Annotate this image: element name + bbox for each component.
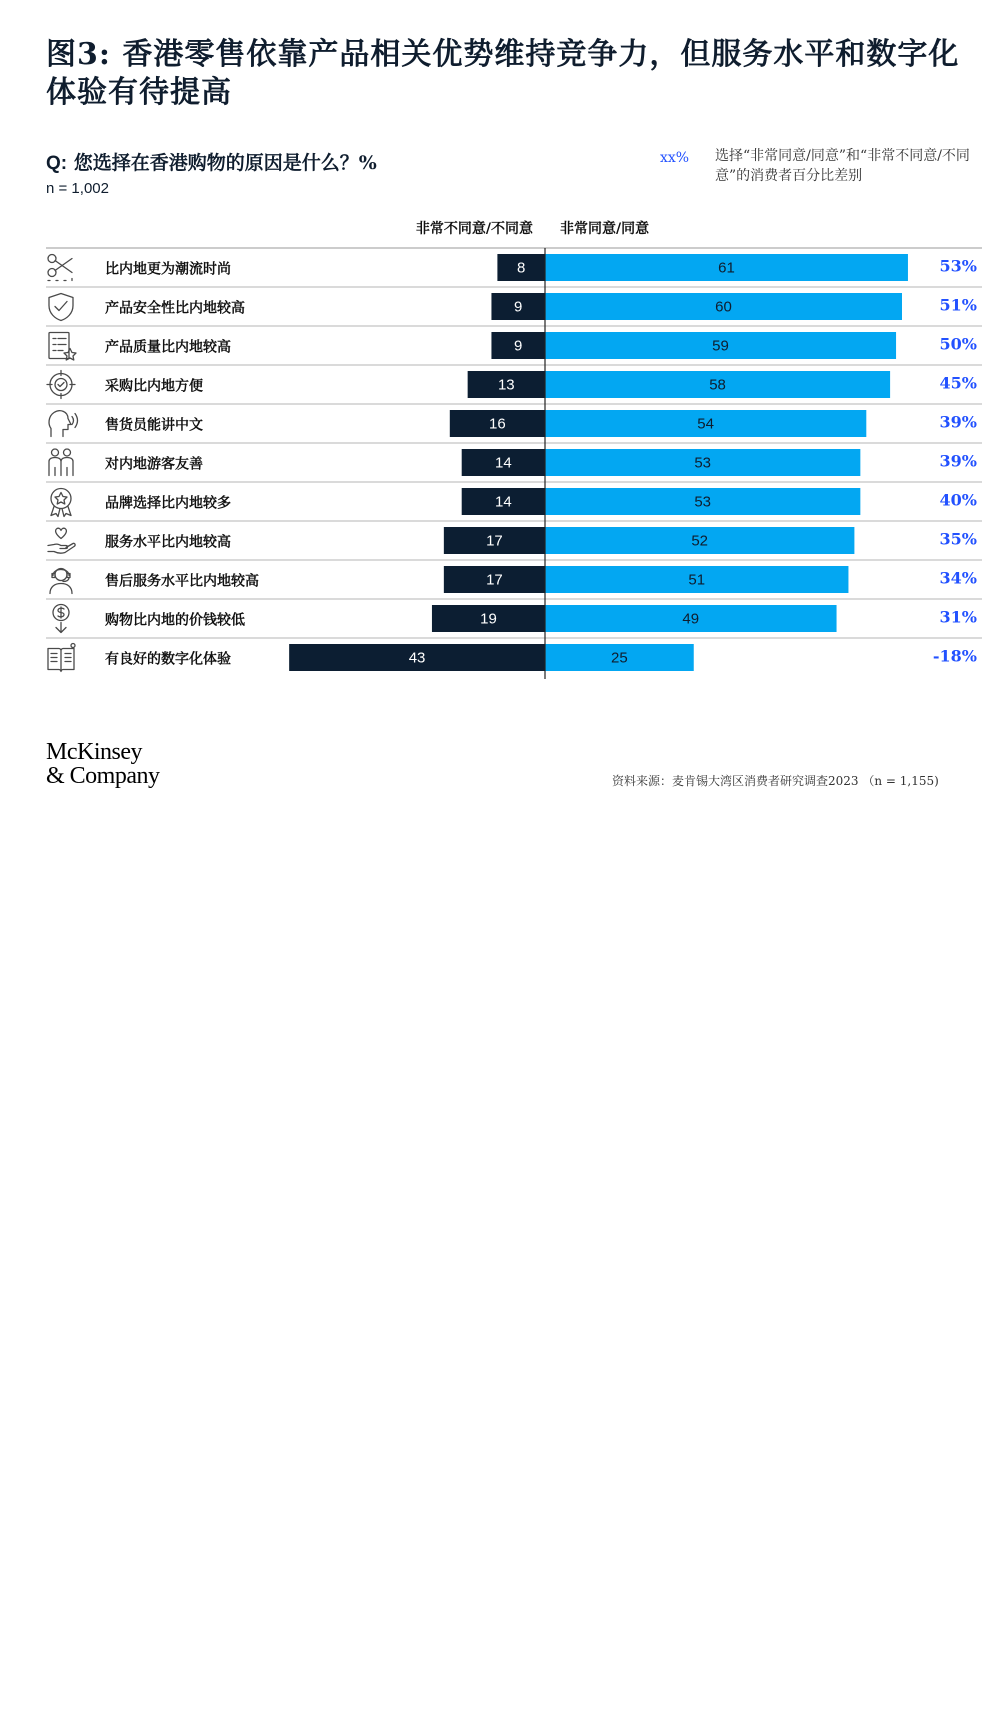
question-prefix: Q: — [46, 153, 68, 174]
question-text: 您选择在香港购物的原因是什么？% — [73, 152, 377, 174]
value-label-disagree: 17 — [486, 532, 503, 550]
source-note: 资料来源：麦肯锡大湾区消费者研究调查2023 （n = 1,155) — [612, 774, 939, 788]
logo-line-1: McKinsey — [46, 739, 142, 765]
value-label-agree: 52 — [691, 532, 709, 550]
difference-label: 50% — [939, 334, 977, 354]
value-label-disagree: 14 — [495, 454, 512, 472]
value-label-disagree: 19 — [480, 610, 497, 628]
value-label-agree: 53 — [694, 493, 712, 511]
value-label-agree: 25 — [611, 649, 628, 667]
figure-title: 图3: 香港零售依靠产品相关优势维持竞争力，但服务水平和数字化体验有待提高 — [46, 37, 960, 110]
value-label-disagree: 8 — [517, 259, 526, 277]
shield-check-icon — [49, 294, 73, 321]
difference-label: 40% — [939, 490, 977, 510]
digital-book-icon — [48, 644, 75, 672]
legend-text: 选择“非常同意/同意”和“非常不同意/不同意”的消费者百分比差别 — [715, 148, 970, 184]
difference-label: 45% — [939, 373, 977, 393]
difference-label: 34% — [939, 568, 977, 588]
value-label-disagree: 43 — [408, 649, 426, 667]
difference-label: 35% — [939, 529, 977, 549]
value-label-disagree: 9 — [514, 298, 523, 316]
header-agree: 非常同意/同意 — [560, 221, 650, 237]
sample-size: n = 1,002 — [46, 180, 109, 197]
chart-rows — [46, 254, 982, 672]
difference-label: 39% — [939, 451, 977, 471]
chart-row — [46, 605, 982, 639]
difference-label: -18% — [932, 646, 977, 666]
value-label-agree: 53 — [694, 454, 712, 472]
category-label: 购物比内地的价钱较低 — [105, 612, 245, 629]
mckinsey-logo — [46, 740, 160, 788]
category-label: 服务水平比内地较高 — [105, 534, 231, 551]
hand-heart-icon — [48, 528, 75, 553]
chart-row — [46, 527, 982, 560]
value-label-agree: 49 — [682, 610, 700, 628]
value-label-disagree: 14 — [495, 493, 512, 511]
difference-label: 39% — [939, 412, 977, 432]
header-disagree: 非常不同意/不同意 — [415, 221, 533, 237]
category-label: 产品安全性比内地较高 — [105, 300, 245, 317]
category-label: 有良好的数字化体验 — [105, 651, 231, 668]
chart-row — [46, 254, 982, 287]
chart-row — [46, 566, 982, 599]
logo-line-2: & Company — [46, 763, 160, 789]
category-label: 对内地游客友善 — [105, 456, 203, 473]
value-label-disagree: 9 — [514, 337, 523, 355]
category-label: 售货员能讲中文 — [105, 417, 203, 434]
diverging-bar-chart — [0, 210, 1000, 690]
difference-label: 51% — [939, 295, 977, 315]
value-label-agree: 51 — [688, 571, 706, 589]
scissors-icon — [48, 255, 72, 281]
chart-row — [48, 644, 977, 672]
dollar-down-icon — [53, 605, 69, 633]
category-label: 产品质量比内地较高 — [105, 339, 231, 356]
quality-checklist-icon — [49, 333, 76, 361]
value-label-disagree: 17 — [486, 571, 503, 589]
chart-row — [46, 410, 982, 443]
value-label-agree: 59 — [712, 337, 729, 355]
value-label-disagree: 13 — [497, 376, 515, 394]
people-icon — [49, 449, 73, 476]
chart-row — [46, 488, 982, 521]
award-badge-icon — [51, 489, 71, 517]
chart-row — [46, 332, 982, 365]
category-label: 比内地更为潮流时尚 — [105, 261, 231, 278]
difference-label: 53% — [939, 256, 977, 276]
headset-person-icon — [50, 569, 72, 594]
category-label: 售后服务水平比内地较高 — [105, 573, 259, 590]
legend-key: xx% — [660, 150, 690, 166]
value-label-agree: 61 — [718, 259, 735, 277]
category-label: 品牌选择比内地较多 — [105, 495, 231, 512]
chart-row — [46, 293, 982, 326]
value-label-agree: 58 — [709, 376, 726, 394]
value-label-agree: 60 — [715, 298, 732, 316]
target-icon — [47, 371, 75, 399]
question — [46, 148, 377, 175]
chart-row — [46, 449, 982, 482]
speaking-head-icon — [49, 411, 77, 437]
value-label-agree: 54 — [697, 415, 714, 433]
chart-row — [46, 371, 982, 405]
value-label-disagree: 16 — [489, 415, 506, 433]
category-label: 采购比内地方便 — [105, 378, 203, 395]
difference-label: 31% — [939, 607, 977, 627]
